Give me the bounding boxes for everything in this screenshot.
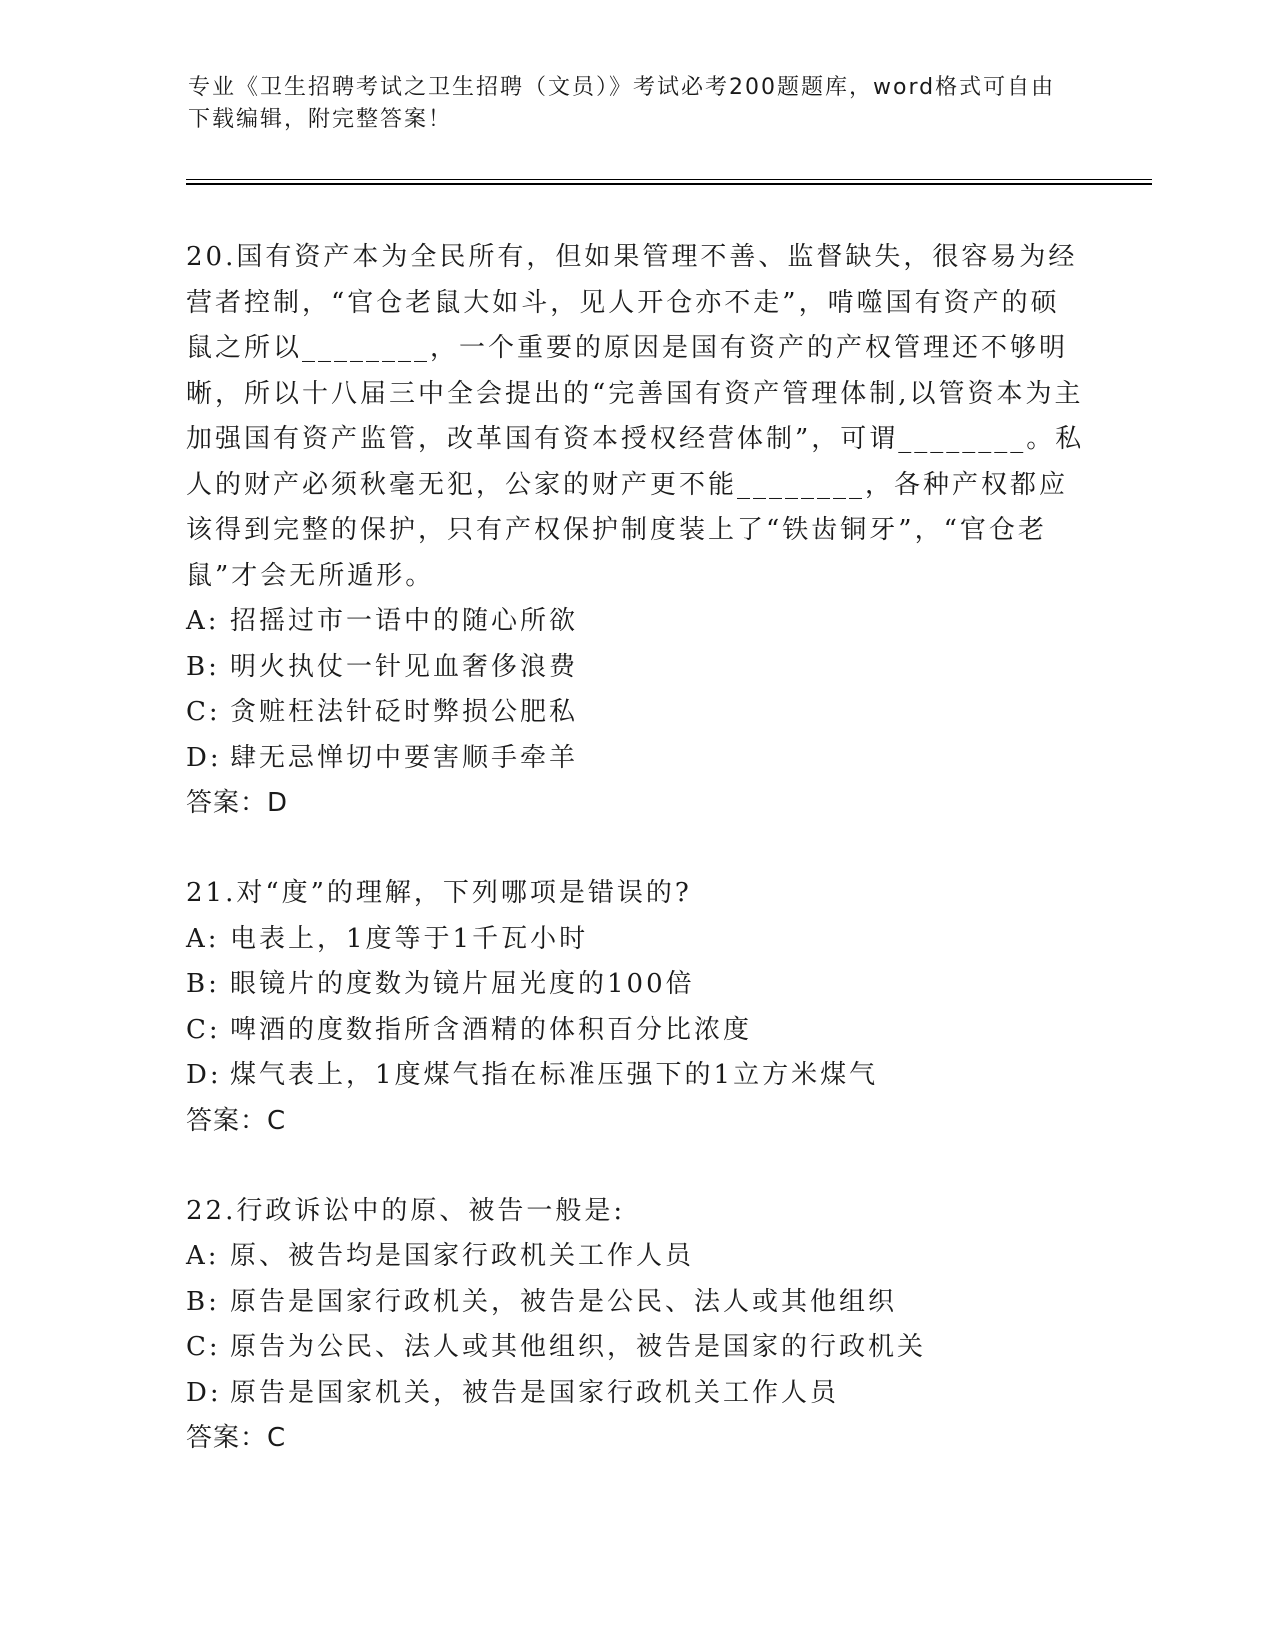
question-22 [186,1189,1086,1462]
option-a [186,1234,1086,1280]
answer-line: 答案：C [186,1423,287,1453]
question-stem: 20.国有资产本为全民所有，但如果管理不善、监督缺失，很容易为经营者控制，“官仓老鼠大如斗，见人开仓亦不走”，啃噬国有资产的硕鼠之所以________，一个重要的原因是国有资产的产权管理还不够明晰，所以十八届三中全会提出的“完善国有资产管理体制,以管资本为主加强国有资产监管，改革国有资本授权经营体制”，可谓________。私人的财产必须秋毫无犯，公家的财产更不能________，各种产权都应该得到完整的保护，只有产权保护制度装上了“铁齿铜牙”，“官仓老鼠”才会无所遁形。 [186,242,1085,591]
option-label: D: [186,1377,222,1408]
option-label: D: [186,742,222,773]
option-label: A: [186,1241,220,1271]
option-d [186,736,1086,782]
option-label: B: [186,969,220,999]
option-text: 肆无忌惮切中要害顺手牵羊 [230,742,579,773]
question-list [186,235,1086,1506]
option-c [186,690,1086,736]
option-text: 眼镜片的度数为镜片屈光度的100倍 [230,969,695,999]
header-divider-thin [186,179,1152,180]
option-text: 招摇过市一语中的随心所欲 [230,606,579,636]
document-header: 专业《卫生招聘考试之卫生招聘（文员）》考试必考200题题库，word格式可自由下载编辑，附完整答案！ [188,75,1056,132]
option-label: D: [186,1060,222,1090]
option-b [186,645,1086,691]
option-a [186,917,1086,963]
option-text: 原告是国家机关，被告是国家行政机关工作人员 [230,1377,840,1408]
option-text: 明火执仗一针见血奢侈浪费 [230,651,579,682]
option-a [186,599,1086,645]
option-text: 原告是国家行政机关，被告是公民、法人或其他组织 [230,1286,898,1317]
option-text: 煤气表上，1度煤气指在标准压强下的1立方米煤气 [230,1060,879,1090]
option-text: 电表上，1度等于1千瓦小时 [230,923,589,954]
question-stem: 22.行政诉讼中的原、被告一般是: [186,1195,626,1226]
option-label: A: [186,923,220,954]
option-label: B: [186,1286,220,1317]
option-label: C: [186,697,221,727]
answer-line: 答案：C [186,1105,287,1136]
option-label: B: [186,651,220,682]
option-b [186,962,1086,1008]
question-20 [186,235,1086,826]
option-label: C: [186,1332,221,1362]
option-b [186,1280,1086,1326]
option-text: 啤酒的度数指所含酒精的体积百分比浓度 [230,1014,753,1045]
header-divider-thick [186,183,1152,185]
question-stem: 21.对“度”的理解，下列哪项是错误的? [186,878,692,908]
option-c [186,1008,1086,1054]
question-21 [186,871,1086,1144]
option-d [186,1053,1086,1099]
option-c [186,1325,1086,1371]
option-label: A: [186,606,220,636]
option-text: 原告为公民、法人或其他组织，被告是国家的行政机关 [230,1332,927,1362]
option-text: 贪赃枉法针砭时弊损公肥私 [230,697,579,727]
option-d [186,1371,1086,1417]
answer-line: 答案：D [186,788,289,818]
option-label: C: [186,1014,221,1045]
option-text: 原、被告均是国家行政机关工作人员 [230,1241,695,1271]
